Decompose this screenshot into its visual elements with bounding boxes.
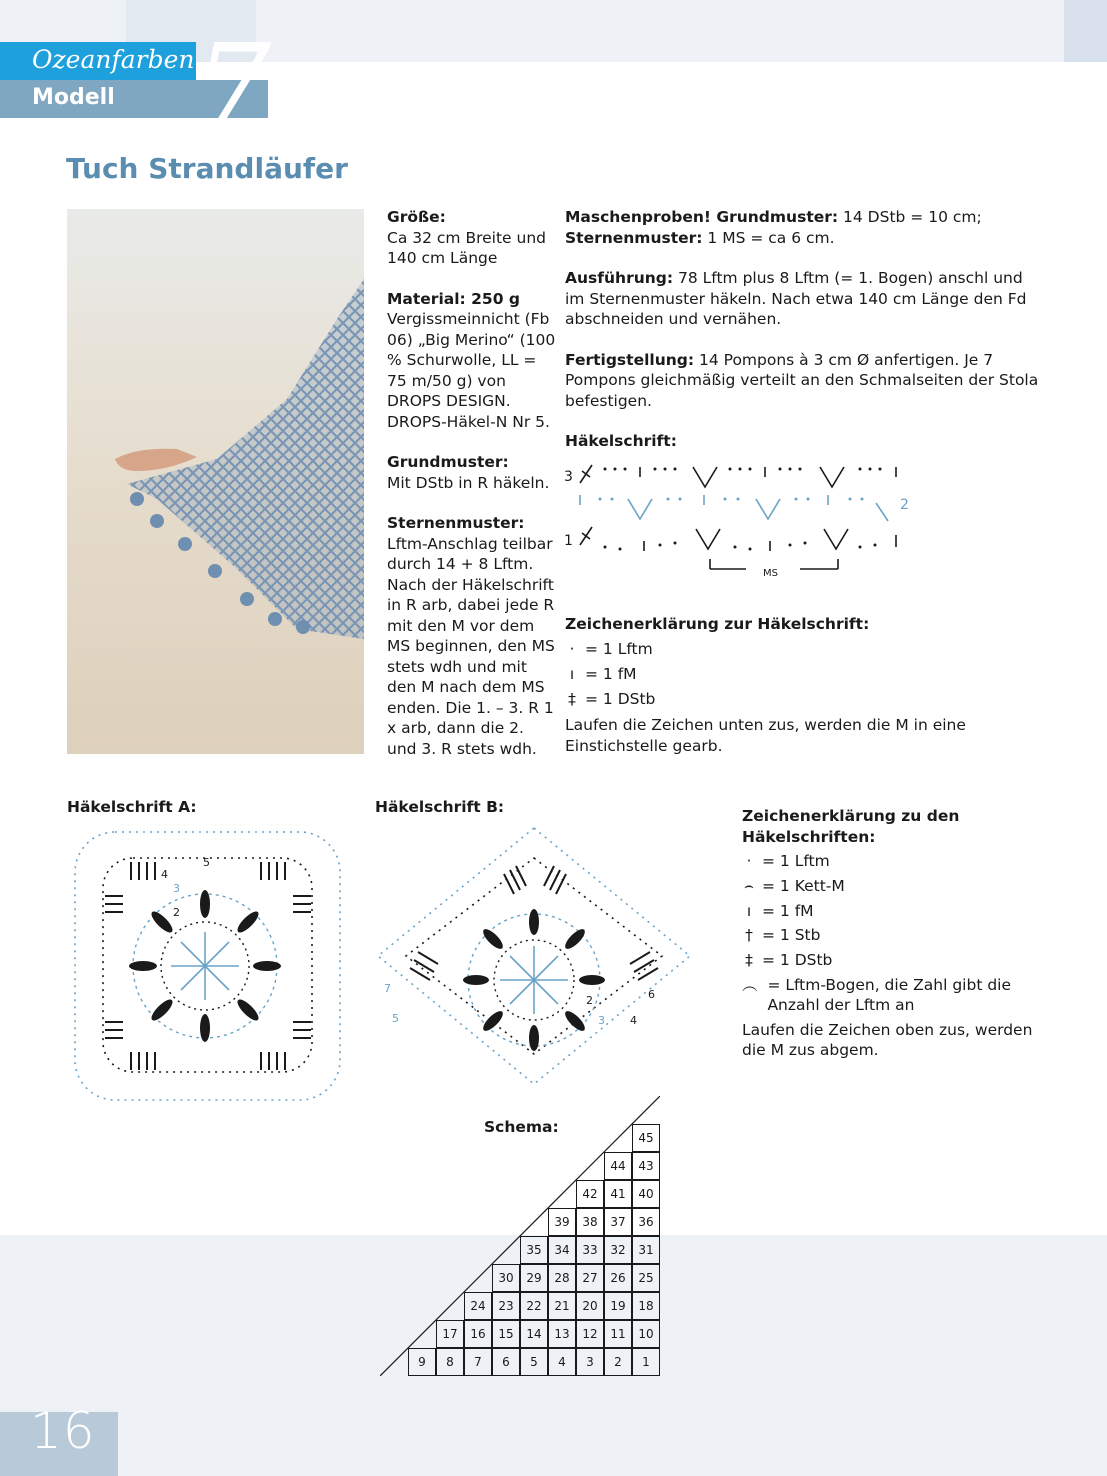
series-banner [0,42,196,80]
schema-cell: 4 [548,1348,576,1376]
slip-stitch-icon: ⌢ [743,876,755,895]
schema-cell: 37 [604,1208,632,1236]
schema-cell: 35 [520,1236,548,1264]
series-title: Ozeanfarben [32,45,195,74]
basic-pattern-label: Grundmuster: [387,453,509,471]
schema-cell: 13 [548,1320,576,1348]
legend2-text: = 1 DStb [762,951,833,970]
schema-cell: 20 [576,1292,604,1320]
legend2-item-lftm [742,849,1042,874]
legend2-list [742,849,1042,1061]
schema-cell: 22 [520,1292,548,1320]
gauge-star-label: Sternenmuster: [565,228,703,247]
schema-cell: 16 [464,1320,492,1348]
chart-a-diagram [65,822,350,1110]
legend2-item-bogen [742,975,1042,1016]
bar-icon: ı [746,901,752,920]
legend2-item-fm [742,899,1042,924]
schema-cell: 25 [632,1264,660,1292]
schema-cell: 18 [632,1292,660,1320]
legend-title: Zeichenerklärung zur Häkelschrift: [565,615,870,633]
schema-cell: 27 [576,1264,604,1292]
schema-cell: 36 [632,1208,660,1236]
page-title: Tuch Strandläufer [66,152,348,185]
chart-b-num-7: 7 [384,982,391,995]
legend-list [565,637,1045,756]
schema-cell: 14 [520,1320,548,1348]
product-photo [67,209,364,754]
schema-cell: 42 [576,1180,604,1208]
schema-cell: 30 [492,1264,520,1292]
schema-cell: 3 [576,1348,604,1376]
schema-cell: 26 [604,1264,632,1292]
star-pattern-chart [560,455,920,585]
schema-cell: 7 [464,1348,492,1376]
schema-cell: 40 [632,1180,660,1208]
schema-cell: 1 [632,1348,660,1376]
model-label: Modell [32,85,115,110]
schema-cell: 29 [520,1264,548,1292]
chart-a-num-2: 2 [173,906,180,919]
schema-cell: 23 [492,1292,520,1320]
chart-b-label: Häkelschrift B: [375,798,505,816]
dagger-icon: † [745,926,753,945]
chart-b-num-4: 4 [630,1014,637,1027]
chain-arc-icon: ︵ [742,975,758,994]
legend2-item-kettm [742,874,1042,899]
chart-b-num-5: 5 [392,1012,399,1025]
instructions-column [565,207,1045,452]
schema-cell: 32 [604,1236,632,1264]
dot-icon: · [746,852,752,870]
legend2-text: = 1 Lftm [762,852,830,870]
chart-a-num-5: 5 [203,856,210,869]
double-crochet-icon: ‡ [745,951,753,970]
model-number: 7 [196,18,272,156]
schema-cell: 44 [604,1152,632,1180]
gauge-label: Maschenproben! Grundmuster: [565,208,839,226]
schema-cell: 10 [632,1320,660,1348]
basic-pattern-text: Mit DStb in R häkeln. [387,473,550,492]
gauge-star-text: 1 MS = ca 6 cm. [702,228,835,247]
legend-text: = 1 DStb [585,689,656,708]
execution-text: 78 Lftm plus 8 Lftm (= 1. Bogen) anschl und im Sternenmuster häkeln. Nach etwa 140 cm Länge den Fd abschneiden und vernähen. [565,269,1027,328]
double-crochet-icon: ‡ [568,689,576,708]
schema-cell: 31 [632,1236,660,1264]
dot-icon: · [569,640,575,658]
schema-cell: 6 [492,1348,520,1376]
legend-item-dstb [565,687,1045,712]
legend2-title: Zeichenerklärung zu den Häkelschriften: [742,807,960,846]
schema-cell: 24 [464,1292,492,1320]
legend2-text: = Lftm-Bogen, die Zahl gibt die Anzahl der Lftm an [767,975,1012,1015]
schema-cell: 15 [492,1320,520,1348]
row-label-3: 3 [564,469,573,485]
bar-icon: ı [569,664,575,683]
schema-cell: 8 [436,1348,464,1376]
schema-label: Schema: [484,1118,559,1136]
row-label-2: 2 [900,497,909,513]
legend2-item-dstb [742,948,1042,973]
star-pattern-label: Sternenmuster: [387,514,525,532]
gauge-text: 14 DStb = 10 cm; [838,208,982,226]
crochet-chart-label: Häkelschrift: [565,432,677,450]
size-text: Ca 32 cm Breite und 140 cm Länge [387,228,546,267]
legend2-text: = 1 Kett-M [762,876,845,895]
schema-cell: 41 [604,1180,632,1208]
chart-b-num-2: 2 [586,994,593,1007]
schema-cell: 12 [576,1320,604,1348]
legend-item-fm [565,662,1045,687]
schema-cell: 9 [408,1348,436,1376]
schema-cell: 43 [632,1152,660,1180]
material-text: Vergissmeinnicht (Fb 06) „Big Merino“ (100 % Schurwolle, LL = 75 m/50 g) von DROPS DESIGN. DROPS-Häkel-N Nr 5. [387,310,556,431]
page-number: 16 [30,1402,96,1460]
chart-b-num-3: 3 [598,1014,605,1027]
schema-cell: 45 [632,1124,660,1152]
schema-cell: 19 [604,1292,632,1320]
schema-diagonal [380,1096,660,1376]
info-column [387,207,557,779]
execution-label: Ausführung: [565,269,674,287]
schema-cell: 38 [576,1208,604,1236]
schema-cell: 2 [604,1348,632,1376]
material-label: Material: 250 g [387,289,520,308]
schema-cell: 11 [604,1320,632,1348]
legend2-text: = 1 Stb [762,926,821,945]
star-pattern-text: Lftm-Anschlag teilbar durch 14 + 8 Lftm. Nach der Häkelschrift in R arb, dabei jede R mit den M vor dem MS beginnen, den MS stets wdh und mit den M nach dem MS enden. Die 1. – 3. R 1 x arb, dann die 2. und 3. R stets wdh. [387,534,555,758]
schema-cell: 34 [548,1236,576,1264]
repeat-label: MS [763,568,778,579]
schema-cell: 33 [576,1236,604,1264]
schema-cell: 5 [520,1348,548,1376]
legend-note: Laufen die Zeichen unten zus, werden die M in eine Einstichstelle gearb. [565,716,966,755]
legend-text: = 1 fM [585,664,637,683]
legend-item-lftm [565,637,1045,662]
row-label-1: 1 [564,533,573,549]
chart-a-num-4: 4 [161,868,168,881]
size-label: Größe: [387,208,446,226]
legend2-text: = 1 fM [762,901,814,920]
chart-a-label: Häkelschrift A: [67,798,197,816]
chart-a-num-3: 3 [173,882,180,895]
finishing-text: 14 Pompons à 3 cm Ø anfertigen. Je 7 Pompons gleichmäßig verteilt an den Schmalseiten der Stola befestigen. [565,350,1039,410]
legend-text: = 1 Lftm [585,640,653,658]
schema-cell: 21 [548,1292,576,1320]
finishing-label: Fertigstellung: [565,350,695,369]
schema-cell: 28 [548,1264,576,1292]
chart-b-diagram [372,822,697,1090]
legend2-note: Laufen die Zeichen oben zus, werden die M zus abgem. [742,1020,1033,1060]
legend2-item-stb [742,923,1042,948]
schema-cell: 39 [548,1208,576,1236]
schema-cell: 17 [436,1320,464,1348]
chart-b-num-6: 6 [648,988,655,1001]
